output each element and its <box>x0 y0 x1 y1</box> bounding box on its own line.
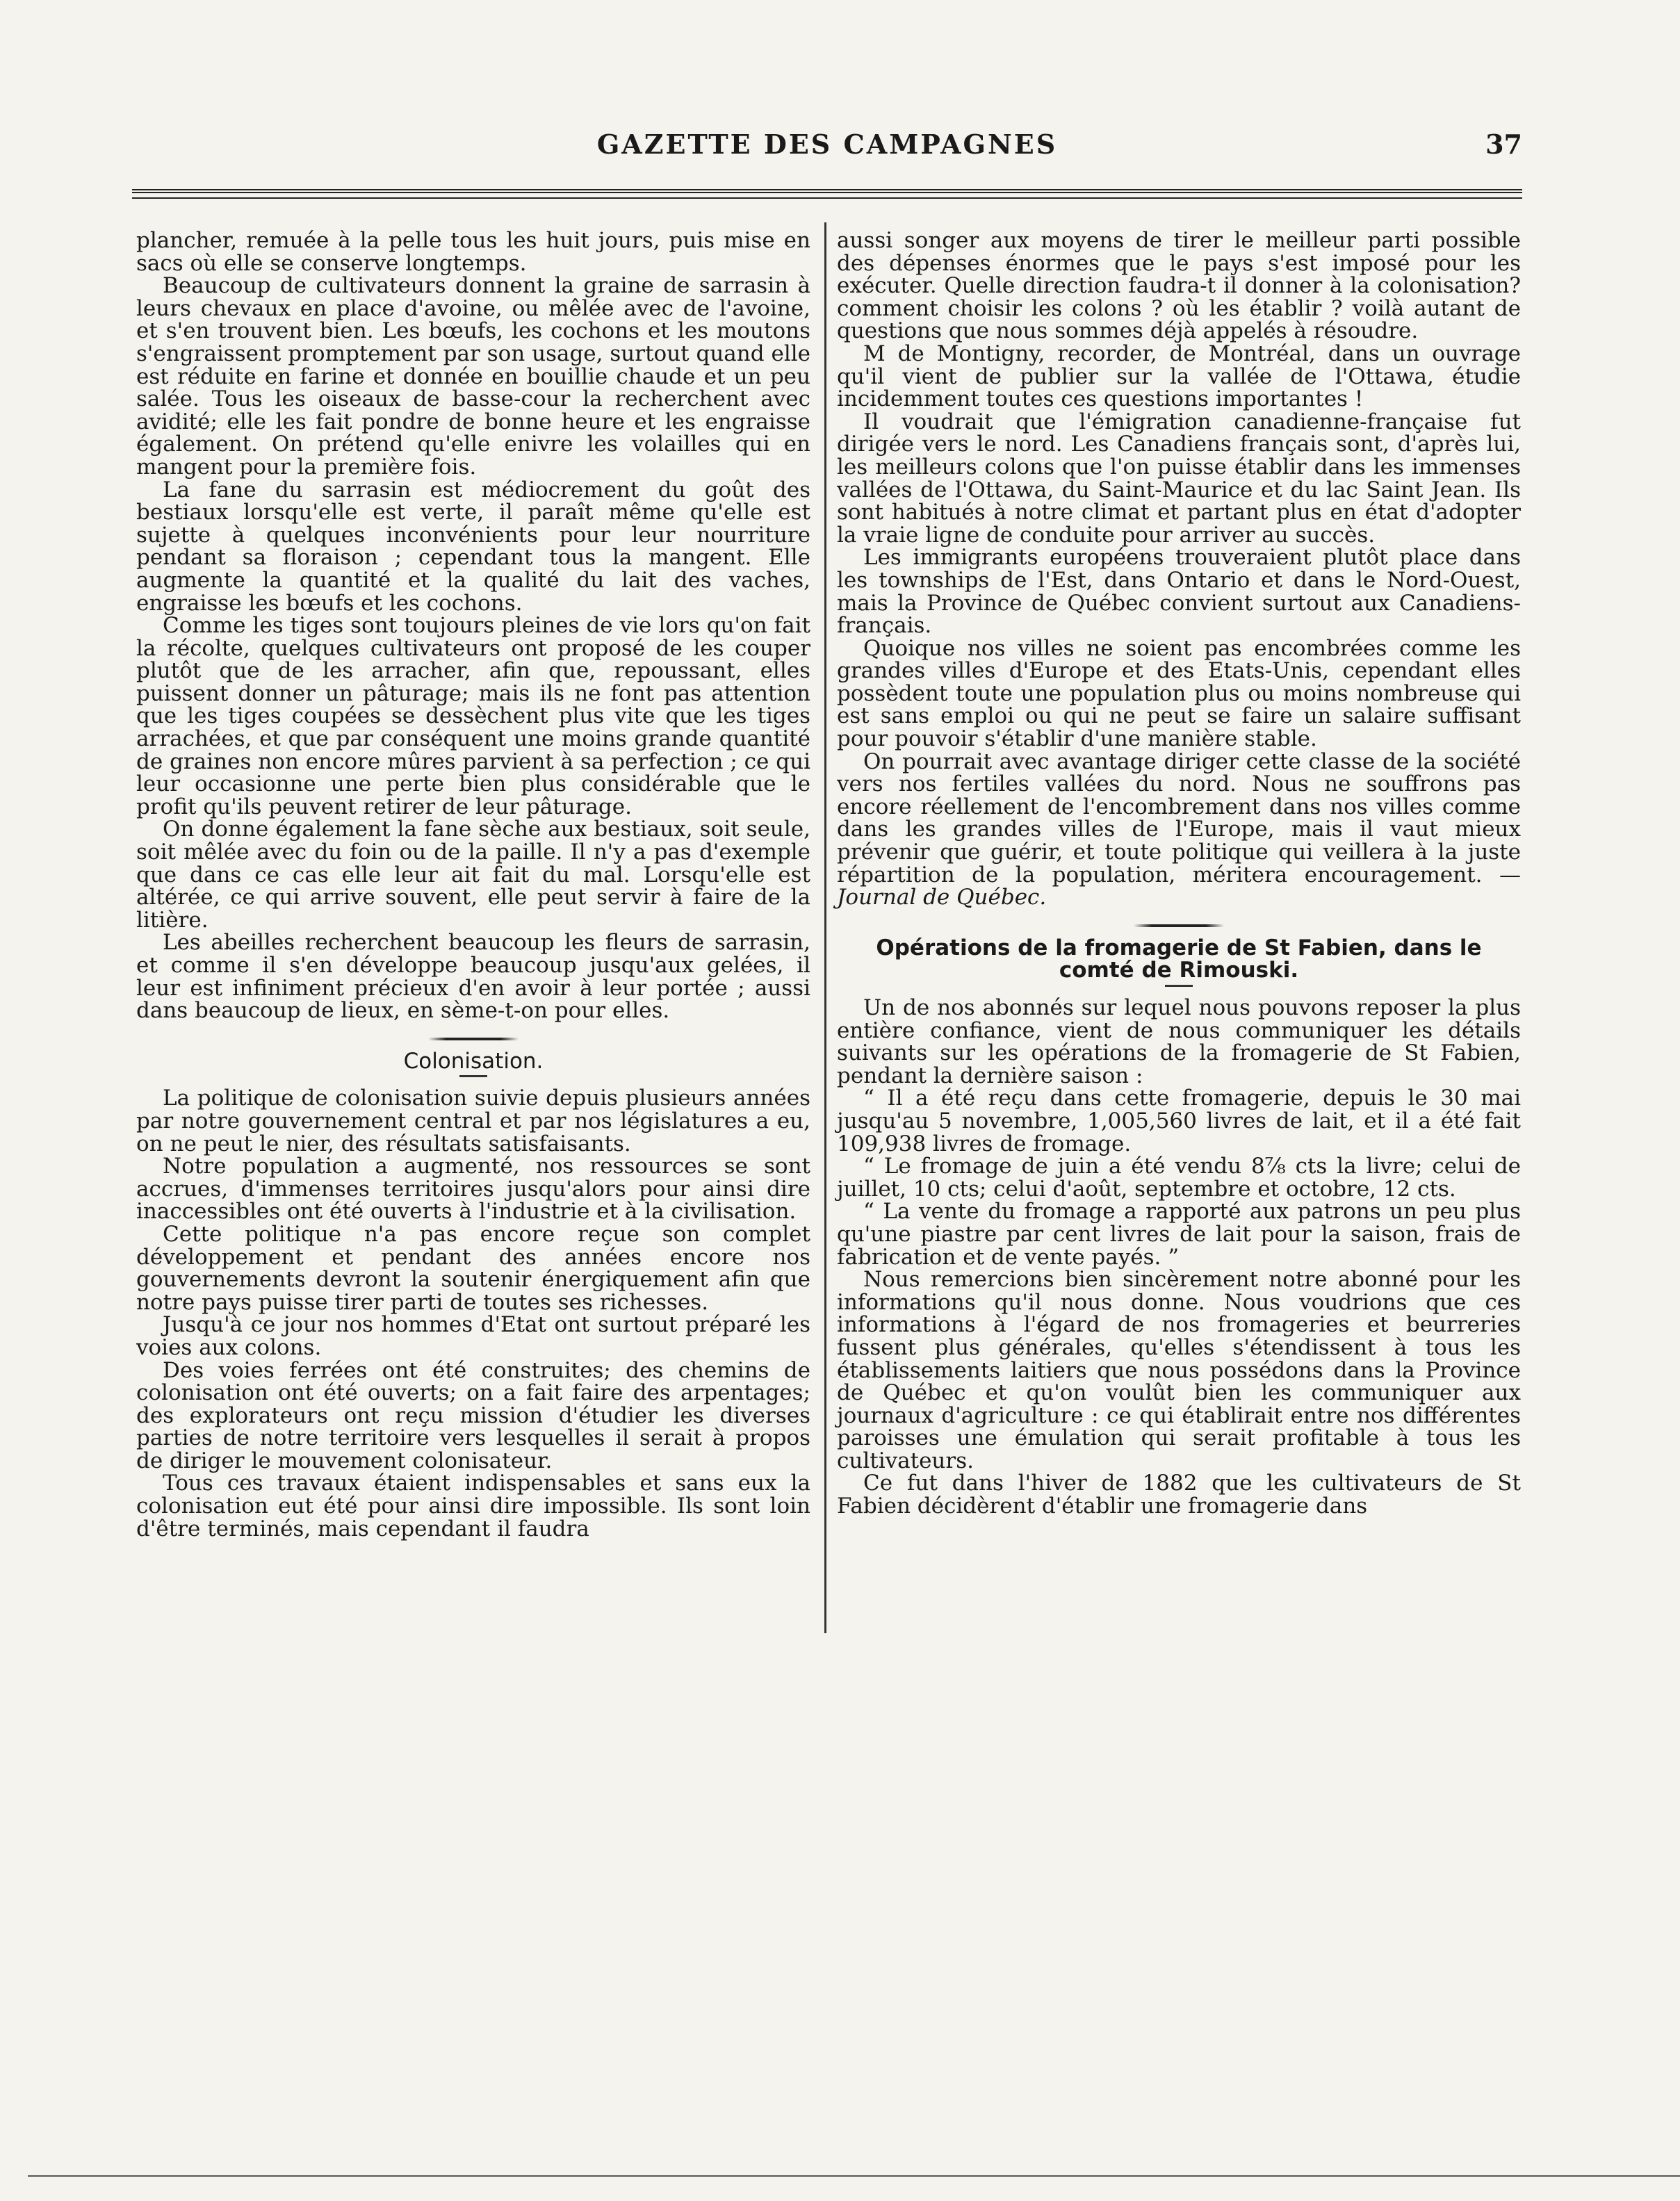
paragraph: Nous remercions bien sincèrement notre abonné pour les informations qu'il nous donne. Nous voudrions que ces informations à l'égard de nos fromageries et beurreries fussent plus générales, qu'elles s'étendissent à tous les établissements laitiers que nous possédons dans la Province de Québec et qu'on voulût bien les communiquer aux journaux d'agriculture : ce qui établirait entre nos différentes paroisses une émulation qui serait profitable à tous les cultivateurs. <box>837 1267 1521 1473</box>
paragraph: La fane du sarrasin est médiocrement du goût des bestiaux lorsqu'elle est verte, il paraît même qu'elle est sujette à quelques inconvénients pour leur nourriture pendant sa floraison ; cependant tous la mangent. Elle augmente la quantité et la qualité du lait des vaches, engraisse les bœufs et les cochons. <box>136 477 810 616</box>
paragraph: plancher, remuée à la pelle tous les huit jours, puis mise en sacs où elle se conserve longtemps. <box>136 228 810 276</box>
paragraph: Les immigrants européens trouveraient plutôt place dans les townships de l'Est, dans Ontario et dans le Nord-Ouest, mais la Province de Québec convient surtout aux Canadiens-français. <box>837 545 1521 639</box>
paragraph: M de Montigny, recorder, de Montréal, dans un ouvrage qu'il vient de publier sur la vallée de l'Ottawa, étudie incidemment toutes ces questions importantes ! <box>837 341 1521 412</box>
paragraph-text: On pourrait avec avantage diriger cette classe de la société vers nos fertiles vallées du nord. Nous ne souffrons pas encore réellement de l'encombrement dans nos villes comme dans les grandes villes de l'Europe, mais il vaut mieux prévenir que guérir, et toute politique qui veillera à la juste répartition de la population, méritera encouragement. — <box>837 748 1521 887</box>
paragraph: aussi songer aux moyens de tirer le meilleur parti possible des dépenses énormes que le pays s'est imposé pour les exécuter. Quelle direction faudra-t il donner à la colonisation? comment choisir les colons ? où les établir ? voilà autant de questions que nous sommes déjà appelés à résoudre. <box>837 228 1521 344</box>
journal-title: GAZETTE DES CAMPAGNES <box>596 129 1058 160</box>
paragraph: Un de nos abonnés sur lequel nous pouvons reposer la plus entière confiance, vient de nous communiquer les détails suivants sur les opérations de la fromagerie de St Fabien, pendant la dernière saison : <box>837 995 1521 1088</box>
paragraph: Beaucoup de cultivateurs donnent la graine de sarrasin à leurs chevaux en place d'avoine, ou mêlée avec de l'avoine, et s'en trouvent bien. Les bœufs, les cochons et les moutons s'engraissent promptement par son usage, surtout quand elle est réduite en farine et donnée en bouillie chaude et un peu salée. Tous les oiseaux de basse-cour la recherchent avec avidité; elle les fait pondre de bonne heure et les engraisse également. On prétend qu'elle enivre les volailles qui en mangent pour la première fois. <box>136 273 810 480</box>
section-title-fromagerie: Opérations de la fromagerie de St Fabien, dans le comté de Rimouski. <box>876 935 1482 983</box>
paragraph: Des voies ferrées ont été construites; des chemins de colonisation ont été ouverts; on a fait faire des arpentages; des explorateurs ont reçu mission d'étudier les diverses parties de notre territoire vers lesquelles il serait à propos de diriger le mouvement colonisateur. <box>136 1357 810 1473</box>
right-column <box>837 229 1521 1518</box>
left-column <box>136 229 810 1540</box>
section-ornament <box>1134 924 1224 927</box>
paragraph: Cette politique n'a pas encore reçue son complet développement et pendant des années encore nos gouvernements devront la soutenir énergiquement afin que notre pays puisse tirer parti de toutes ses richesses. <box>136 1221 810 1315</box>
paragraph: Les abeilles recherchent beaucoup les fleurs de sarrasin, et comme il s'en développe beaucoup jusqu'aux gelées, il leur est infiniment précieux d'en avoir à leur portée ; aussi dans beaucoup de lieux, en sème-t-on pour elles. <box>136 930 810 1024</box>
paragraph: Il voudrait que l'émigration canadienne-française fut dirigée vers le nord. Les Canadiens français sont, d'après lui, les meilleurs colons que l'on puisse établir dans les immenses vallées de l'Ottawa, du Saint-Maurice et du lac Saint Jean. Ils sont habitués à notre climat et partant plus en état d'adopter la vraie ligne de conduite pour arriver au succès. <box>837 409 1521 548</box>
page-number: 37 <box>1485 129 1522 160</box>
header-rule <box>132 189 1522 199</box>
section-dash <box>1165 985 1193 987</box>
paragraph: La politique de colonisation suivie depuis plusieurs années par notre gouvernement central et par nos législatures a eu, on ne peut le nier, des résultats satisfaisants. <box>136 1086 810 1156</box>
source-citation: Journal de Québec. <box>837 885 1047 910</box>
paragraph <box>837 748 1521 910</box>
paragraph: Jusqu'à ce jour nos hommes d'Etat ont surtout préparé les voies aux colons. <box>136 1312 810 1360</box>
paragraph: Ce fut dans l'hiver de 1882 que les cultivateurs de St Fabien décidèrent d'établir une fromagerie dans <box>837 1471 1521 1519</box>
paragraph: “ Il a été reçu dans cette fromagerie, depuis le 30 mai jusqu'au 5 novembre, 1,005,560 livres de lait, et il a été fait 109,938 livres de fromage. <box>837 1086 1521 1156</box>
section-ornament <box>428 1038 519 1040</box>
paragraph: Quoique nos villes ne soient pas encombrées comme les grandes villes d'Europe et des Etats-Unis, cependant elles possèdent toute une population plus ou moins nombreuse qui est sans emploi ou qui ne peut se faire un salaire suffisant pour pouvoir s'établir d'une manière stable. <box>837 635 1521 752</box>
page-header <box>132 129 1522 170</box>
section-title-colonisation: Colonisation. <box>403 1048 544 1074</box>
section-dash <box>459 1075 487 1077</box>
paragraph: Comme les tiges sont toujours pleines de vie lors qu'on fait la récolte, quelques cultivateurs ont proposé de les couper plutôt que de les arracher, afin que, repoussant, elles puissent donner un pâturage; mais ils ne font pas attention que les tiges coupées se dessèchent plus vite que les tiges arrachées, et que par conséquent une moins grande quantité de graines non encore mûres parvient à sa perfection ; ce qui leur occasionne une perte bien plus considérable que le profit qu'ils peuvent retirer de leur pâturage. <box>136 613 810 819</box>
paragraph: “ La vente du fromage a rapporté aux patrons un peu plus qu'une piastre par cent livres de lait pour la saison, frais de fabrication et de vente payés. ” <box>837 1199 1521 1270</box>
bottom-rule <box>28 2175 1680 2177</box>
paragraph: “ Le fromage de juin a été vendu 8⅞ cts la livre; celui de juillet, 10 cts; celui d'août, septembre et octobre, 12 cts. <box>837 1154 1521 1202</box>
paragraph: On donne également la fane sèche aux bestiaux, soit seule, soit mêlée avec du foin ou de la paille. Il n'y a pas d'exemple que dans ce cas elle leur ait fait du mal. Lorsqu'elle est altérée, ce qui arrive souvent, elle peut servir à faire de la litière. <box>136 817 810 933</box>
paragraph: Notre population a augmenté, nos ressources se sont accrues, d'immenses territoires jusqu'alors pour ainsi dire inaccessibles ont été ouverts à l'industrie et à la civilisation. <box>136 1154 810 1225</box>
column-divider <box>824 222 826 1633</box>
paragraph: Tous ces travaux étaient indispensables et sans eux la colonisation eut été pour ainsi dire impossible. Ils sont loin d'être terminés, mais cependant il faudra <box>136 1471 810 1541</box>
